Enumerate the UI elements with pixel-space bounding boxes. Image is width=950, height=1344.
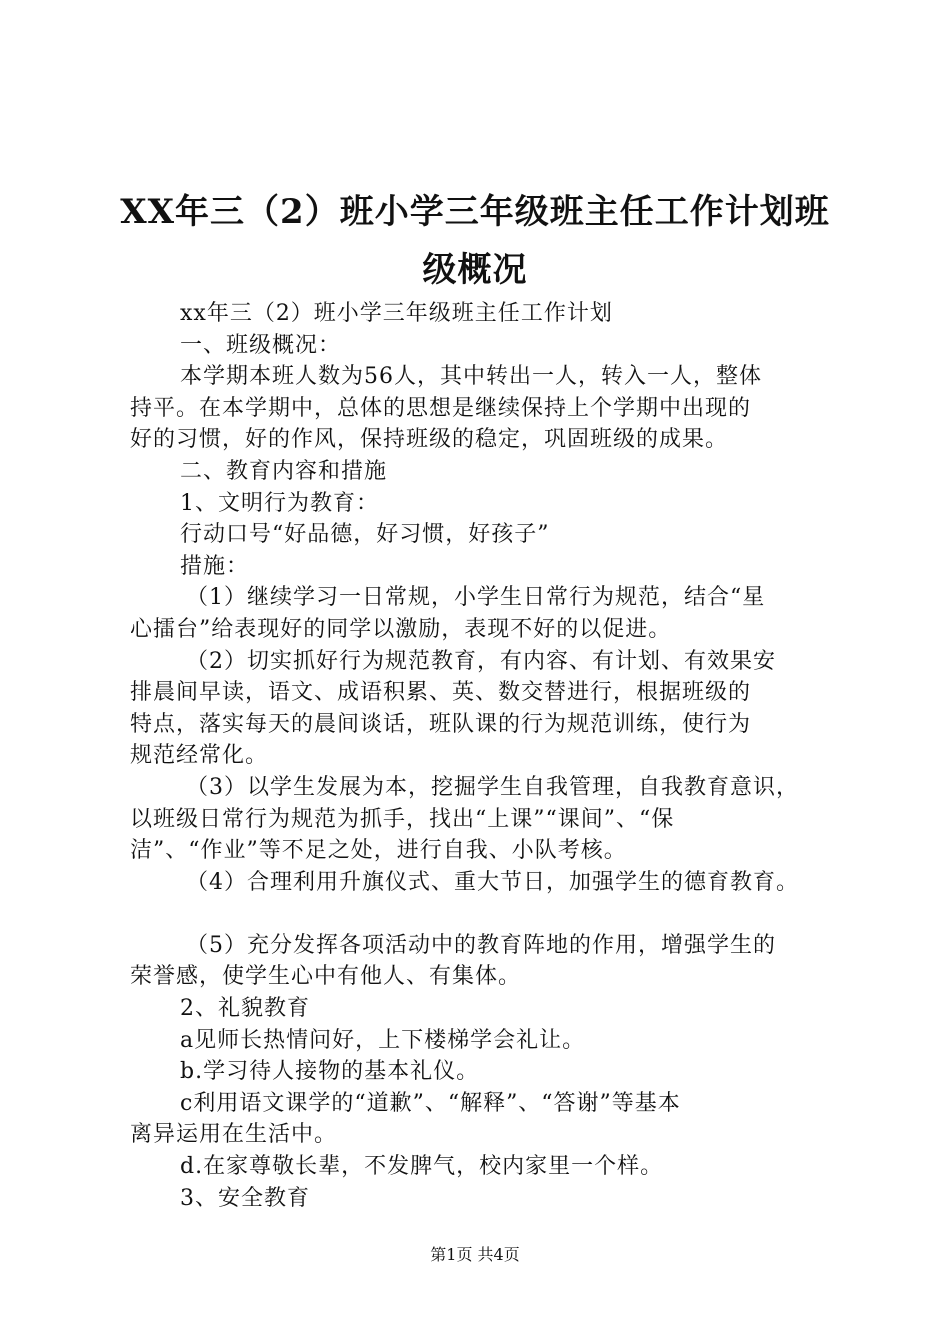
paragraph-line: 排晨间早读，语文、成语积累、英、数交替进行，根据班级的 [130,680,752,706]
document-title-line-2: 级概况 [422,250,528,290]
paragraph-line: 特点，落实每天的晨间谈话，班队课的行为规范训练，使行为 [130,711,752,737]
paragraph-line: 心擂台”给表现好的同学以激励，表现不好的以促进。 [130,616,672,642]
paragraph-line: a见师长热情问好，上下楼梯学会礼让。 [180,1027,586,1053]
paragraph-line: （2）切实抓好行为规范教育，有内容、有计划、有效果安 [186,648,776,674]
subsection-heading: 1、文明行为教育： [180,490,379,516]
paragraph-line: b.学习待人接物的基本礼仪。 [180,1059,480,1085]
subsection-heading: 3、安全教育 [180,1185,310,1211]
paragraph-line: 好的习惯，好的作风，保持班级的稳定，巩固班级的成果。 [130,427,729,453]
paragraph-line: 荣誉感，使学生心中有他人、有集体。 [130,964,522,990]
subsection-heading: 2、礼貌教育 [180,996,310,1022]
paragraph-line: （4）合理利用升旗仪式、重大节日，加强学生的德育教育。 [186,869,799,895]
paragraph-line: 规范经常化。 [130,743,269,769]
blank-line [130,898,850,930]
paragraph-line: 持平。在本学期中，总体的思想是继续保持上个学期中出现的 [130,395,752,421]
paragraph-line: d.在家尊敬长辈，不发脾气，校内家里一个样。 [180,1154,664,1180]
paragraph-line: 离异运用在生活中。 [130,1122,338,1148]
paragraph-line: 洁”、“作业”等不足之处，进行自我、小队考核。 [130,838,627,864]
paragraph-line: 以班级日常行为规范为抓手，找出“上课”“课间”、“保 [130,806,675,832]
page-number-footer: 第1页 共4页 [430,1245,520,1264]
paragraph-line: （5）充分发挥各项活动中的教育阵地的作用，增强学生的 [186,932,776,958]
paragraph-line: 行动口号“好品德，好习惯，好孩子” [180,522,550,548]
paragraph-line: （3）以学生发展为本，挖掘学生自我管理，自我教育意识， [186,774,799,800]
document-body [130,298,850,1214]
paragraph-line: 措施： [180,553,250,579]
document-title-line-1: XX年三（2）班小学三年级班主任工作计划班 [120,192,830,232]
paragraph-line: 本学期本班人数为56人，其中转出一人，转入一人，整体 [180,364,762,390]
paragraph-line: xx年三（2）班小学三年级班主任工作计划 [180,301,613,326]
section-heading: 一、班级概况： [180,332,342,358]
section-heading: 二、教育内容和措施 [180,458,388,484]
paragraph-line: c利用语文课学的“道歉”、“解释”、“答谢”等基本 [180,1090,681,1116]
paragraph-line: （1）继续学习一日常规，小学生日常行为规范，结合“星 [186,585,766,611]
